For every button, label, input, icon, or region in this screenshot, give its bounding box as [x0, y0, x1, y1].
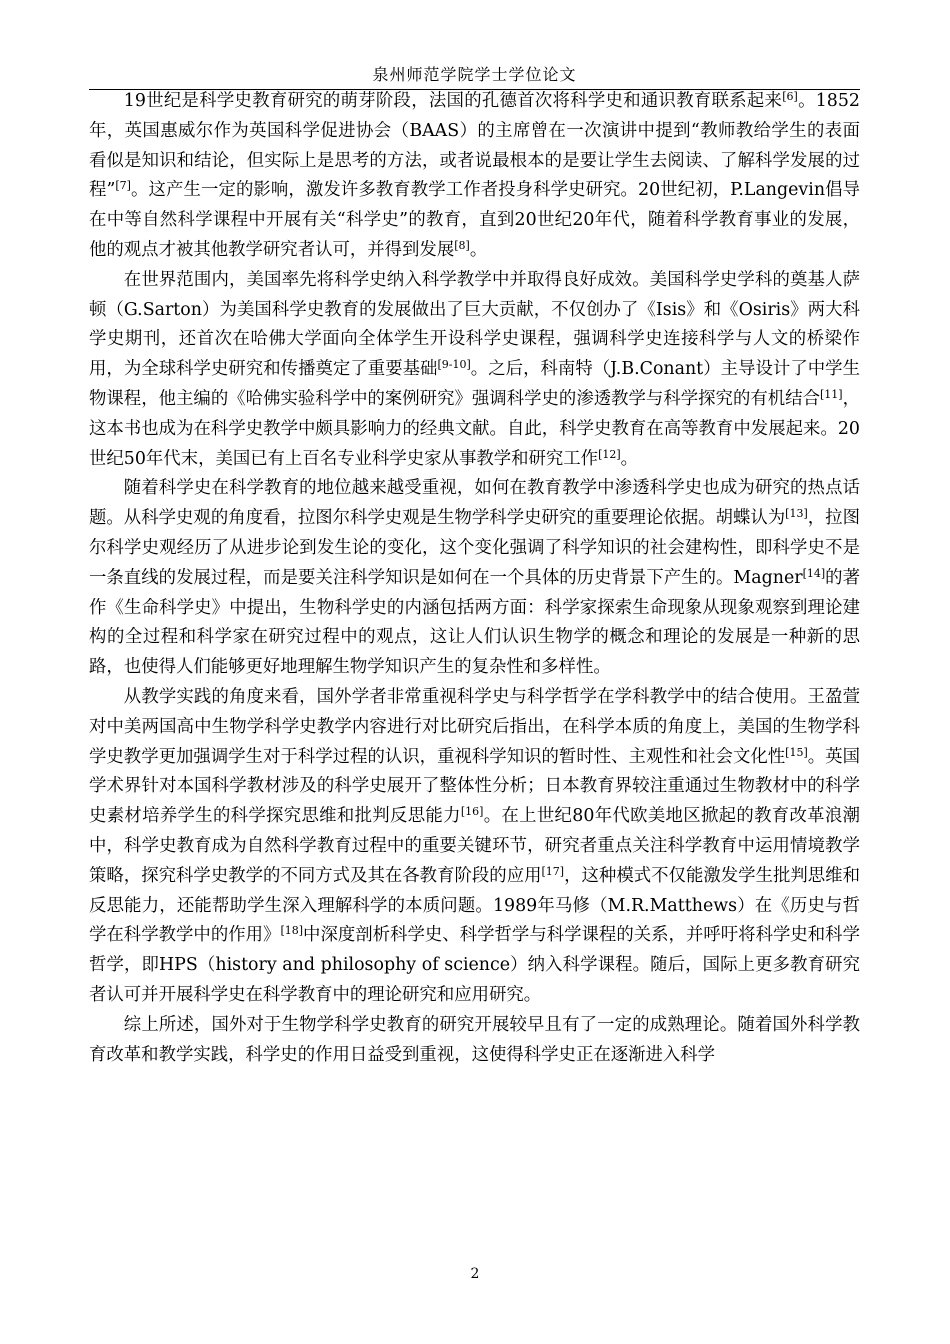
- citation-ref: [17]: [541, 864, 565, 878]
- paragraph-text: 中深度剖析科学史、科学哲学与科学课程的关系，并呼吁将科学史和科学哲学，即HPS（history and philosophy of science）纳入科学课程。随后，国际上更多教育研究者认可并开展科学史在科学教育中的理论研究和应用研究。: [89, 925, 860, 1005]
- citation-ref: [11]: [819, 387, 843, 401]
- paragraph-text: 。1852年，英国惠威尔作为英国科学促进协会（BAAS）的主席曾在一次演讲中提到“教师教给学生的表面看似是知识和结论，但实际上是思考的方法，或者说最根本的是要让学生去阅读、了解科学发展的过程”: [89, 91, 860, 201]
- citation-ref: [12]: [598, 447, 621, 461]
- paragraph-text: ，这本书也成为在科学史教学中颇具影响力的经典文献。自此，科学史教育在高等教育中发展起来。20世纪50年代末，美国已有上百名专业科学史家从事教学和研究工作: [89, 388, 860, 469]
- paragraph-text: 。在上世纪80年代欧美地区掀起的教育改革浪潮中，科学史教育成为自然科学教育过程中的重要关键环节，研究者重点关注科学教育中运用情境教学策略，探究科学史教学的不同方式及其在各教育阶段的应用: [89, 806, 860, 886]
- paragraph-text: 。英国学术界针对本国科学教材涉及的科学史展开了整体性分析；日本教育界较注重通过生物教材中的科学史素材培养学生的科学探究思维和批判反思能力: [89, 746, 860, 827]
- citation-ref: [6]: [782, 90, 798, 103]
- paragraph-text: 19世纪是科学史教育研究的萌芽阶段，法国的孔德首次将科学史和通识教育联系起来: [123, 91, 783, 111]
- paragraph-text: 。: [620, 448, 639, 469]
- paragraph-text: 综上所述，国外对于生物学科学史教育的研究开展较早且有了一定的成熟理论。随着国外科学教育改革和教学实践，科学史的作用日益受到重视，这使得科学史正在逐渐进入科学: [89, 1014, 860, 1065]
- paragraph-text: 。这产生一定的影响，激发许多教育教学工作者投身科学史研究。20世纪初，P.Langevin倡导在中等自然科学课程中开展有关“科学史”的教育，直到20世纪20年代，随着科学教育事业的发展，他的观点才被其他教学研究者认可，并得到发展: [89, 180, 860, 260]
- page-number: 2: [470, 1266, 480, 1282]
- paragraph-text: 。之后，科南特（J.B.Conant）主导设计了中学生物课程，他主编的《哈佛实验科学中的案例研究》强调科学史的渗透教学与科学探究的有机结合: [89, 359, 860, 409]
- citation-ref: [18]: [280, 924, 304, 938]
- paragraph: [89, 1011, 860, 1071]
- paragraph: [89, 683, 860, 1011]
- paragraph: [89, 266, 860, 475]
- paragraph-text: 的著作《生命科学史》中提出，生物科学史的内涵包括两方面：科学家探索生命现象从现象观察到理论建构的全过程和科学家在研究过程中的观点，这让人们认识生物学的概念和理论的发展是一种新的思路，也使得人们能够更好地理解生物学知识产生的复杂性和多样性。: [89, 567, 860, 678]
- citation-ref: [14]: [802, 566, 826, 580]
- citation-ref: [15]: [785, 745, 808, 759]
- paragraph: [89, 474, 860, 683]
- citation-ref: [7]: [115, 179, 131, 193]
- paragraph: [89, 87, 860, 266]
- citation-ref: [13]: [785, 507, 808, 521]
- paragraph-text: 在世界范围内，美国率先将科学史纳入科学教学中并取得良好成效。美国科学史学科的奠基人萨顿（G.Sarton）为美国科学史教育的发展做出了巨大贡献，不仅创办了《Isis》和《Osiris》两大科学史期刊，还首次在哈佛大学面向全体学生开设科学史课程，强调科学史连接科学与人文的桥梁作用，为全球科学史研究和传播奠定了重要基础: [89, 269, 860, 380]
- page-header: [89, 61, 860, 90]
- paragraph-text: 从教学实践的角度来看，国外学者非常重视科学史与科学哲学在学科教学中的结合使用。王盈萱对中美两国高中生物学科学史教学内容进行对比研究后指出，在科学本质的角度上，美国的生物学科学史教学更加强调学生对于科学过程的认识，重视科学知识的暂时性、主观性和社会文化性: [89, 686, 860, 767]
- body-text: [89, 87, 860, 1070]
- citation-ref: [8]: [454, 238, 470, 252]
- citation-ref: [9-10]: [437, 358, 471, 372]
- paragraph-text: ，这种模式不仅能激发学生批判思维和反思能力，还能帮助学生深入理解科学的本质问题。1989年马修（M.R.Matthews）在《历史与哲学在科学教学中的作用》: [89, 865, 860, 946]
- citation-ref: [16]: [460, 805, 484, 819]
- paragraph-text: ，拉图尔科学史观经历了从进步论到发生论的变化，这个变化强调了科学知识的社会建构性，即科学史不是一条直线的发展过程，而是要关注科学知识是如何在一个具体的历史背景下产生的。Magner: [89, 508, 860, 588]
- paragraph-text: 。: [469, 239, 488, 260]
- paragraph-text: 随着科学史在科学教育的地位越来越受重视，如何在教育教学中渗透科学史也成为研究的热点话题。从科学史观的角度看，拉图尔科学史观是生物学科学史研究的重要理论依据。胡蝶认为: [89, 478, 860, 529]
- header-title: 泉州师范学院学士学位论文: [372, 65, 577, 84]
